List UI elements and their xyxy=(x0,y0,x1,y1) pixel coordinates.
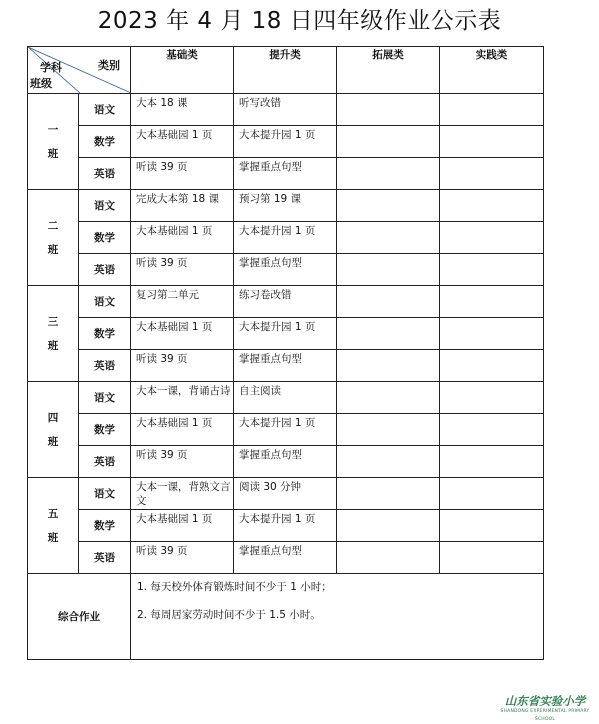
homework-cell-extended xyxy=(337,222,440,254)
class-name-bottom: 班 xyxy=(47,435,59,448)
homework-cell-advanced: 掌握重点句型 xyxy=(234,254,337,286)
logo-name-en: SHANDONG EXPERIMENTAL PRIMARY SCHOOL xyxy=(500,709,590,722)
homework-cell-practice xyxy=(440,158,544,190)
homework-cell-extended xyxy=(337,254,440,286)
homework-cell-basic: 大本基础园 1 页 xyxy=(131,414,234,446)
homework-cell-basic: 复习第二单元 xyxy=(131,286,234,318)
homework-cell-basic: 听读 39 页 xyxy=(131,158,234,190)
subject-cell: 数学 xyxy=(79,318,131,350)
homework-cell-advanced: 大本提升园 1 页 xyxy=(234,318,337,350)
class-name-top: 三 xyxy=(47,315,59,328)
corner-subject-label: 学科 xyxy=(40,61,62,74)
subject-cell: 语文 xyxy=(79,382,131,414)
subject-cell: 语文 xyxy=(79,478,131,510)
homework-cell-advanced: 大本提升园 1 页 xyxy=(234,510,337,542)
homework-cell-basic: 听读 39 页 xyxy=(131,350,234,382)
table-row xyxy=(28,382,544,414)
homework-cell-basic: 大本 18 课 xyxy=(131,94,234,126)
comprehensive-notes xyxy=(131,574,544,660)
homework-cell-practice xyxy=(440,94,544,126)
subject-cell: 语文 xyxy=(79,286,131,318)
homework-cell-extended xyxy=(337,286,440,318)
homework-cell-basic: 听读 39 页 xyxy=(131,254,234,286)
homework-cell-extended xyxy=(337,350,440,382)
homework-cell-extended xyxy=(337,318,440,350)
class-name-bottom: 班 xyxy=(47,531,59,544)
class-name-top: 一 xyxy=(47,123,59,136)
column-header-extended: 拓展类 xyxy=(337,47,440,94)
homework-cell-extended xyxy=(337,382,440,414)
school-logo xyxy=(497,694,593,724)
class-name-bottom: 班 xyxy=(47,147,59,160)
homework-cell-advanced: 掌握重点句型 xyxy=(234,350,337,382)
homework-cell-basic: 大本基础园 1 页 xyxy=(131,318,234,350)
table-row xyxy=(28,286,544,318)
header-row xyxy=(28,47,544,94)
comprehensive-label: 综合作业 xyxy=(28,574,131,660)
homework-cell-practice xyxy=(440,510,544,542)
class-name-bottom: 班 xyxy=(47,339,59,352)
homework-cell-extended xyxy=(337,190,440,222)
homework-cell-advanced: 预习第 19 课 xyxy=(234,190,337,222)
homework-cell-extended xyxy=(337,478,440,510)
logo-name-cn: 山东省实验小学 xyxy=(504,694,586,708)
homework-cell-advanced: 阅读 30 分钟 xyxy=(234,478,337,510)
subject-cell: 数学 xyxy=(79,414,131,446)
table-row xyxy=(28,446,544,478)
comprehensive-row xyxy=(28,574,544,660)
class-name-bottom: 班 xyxy=(47,243,59,256)
column-header-practice: 实践类 xyxy=(440,47,544,94)
homework-cell-basic: 大本一课，背熟文言文 xyxy=(131,478,234,510)
subject-cell: 语文 xyxy=(79,190,131,222)
homework-cell-basic: 大本基础园 1 页 xyxy=(131,510,234,542)
homework-cell-basic: 大本基础园 1 页 xyxy=(131,126,234,158)
subject-cell: 英语 xyxy=(79,446,131,478)
column-header-basic: 基础类 xyxy=(131,47,234,94)
table-row xyxy=(28,222,544,254)
table-row xyxy=(28,478,544,510)
homework-cell-basic: 完成大本第 18 课 xyxy=(131,190,234,222)
homework-cell-extended xyxy=(337,158,440,190)
class-name-cell xyxy=(28,478,79,574)
homework-cell-practice xyxy=(440,126,544,158)
homework-cell-extended xyxy=(337,446,440,478)
homework-cell-advanced: 大本提升园 1 页 xyxy=(234,222,337,254)
table-row xyxy=(28,414,544,446)
homework-cell-practice xyxy=(440,222,544,254)
homework-cell-advanced: 大本提升园 1 页 xyxy=(234,126,337,158)
class-name-cell xyxy=(28,382,79,478)
homework-cell-practice xyxy=(440,254,544,286)
class-name-cell xyxy=(28,94,79,190)
table-row xyxy=(28,94,544,126)
homework-cell-practice xyxy=(440,350,544,382)
homework-table xyxy=(27,46,544,660)
homework-cell-extended xyxy=(337,94,440,126)
table-row xyxy=(28,542,544,574)
homework-cell-advanced: 掌握重点句型 xyxy=(234,542,337,574)
homework-cell-practice xyxy=(440,478,544,510)
table-row xyxy=(28,190,544,222)
subject-cell: 英语 xyxy=(79,158,131,190)
subject-cell: 语文 xyxy=(79,94,131,126)
homework-cell-practice xyxy=(440,382,544,414)
table-row xyxy=(28,318,544,350)
corner-class-label: 班级 xyxy=(30,77,52,90)
homework-cell-extended xyxy=(337,414,440,446)
corner-header-cell xyxy=(28,47,131,94)
page-title: 2023 年 4 月 18 日四年级作业公示表 xyxy=(97,8,502,34)
class-name-top: 四 xyxy=(47,411,59,424)
homework-cell-advanced: 听写改错 xyxy=(234,94,337,126)
class-name-top: 二 xyxy=(47,219,59,232)
corner-category-label: 类别 xyxy=(98,59,120,72)
homework-cell-practice xyxy=(440,542,544,574)
homework-cell-practice xyxy=(440,286,544,318)
column-header-advanced: 提升类 xyxy=(234,47,337,94)
homework-cell-practice xyxy=(440,190,544,222)
homework-cell-advanced: 大本提升园 1 页 xyxy=(234,414,337,446)
class-name-cell xyxy=(28,286,79,382)
table-row xyxy=(28,158,544,190)
homework-cell-advanced: 自主阅读 xyxy=(234,382,337,414)
class-name-cell xyxy=(28,190,79,286)
subject-cell: 英语 xyxy=(79,542,131,574)
homework-cell-extended xyxy=(337,126,440,158)
homework-cell-practice xyxy=(440,318,544,350)
homework-cell-basic: 大本基础园 1 页 xyxy=(131,222,234,254)
homework-cell-advanced: 掌握重点句型 xyxy=(234,158,337,190)
homework-cell-basic: 大本一课，背诵古诗 xyxy=(131,382,234,414)
subject-cell: 数学 xyxy=(79,510,131,542)
subject-cell: 英语 xyxy=(79,350,131,382)
homework-cell-practice xyxy=(440,414,544,446)
table-row xyxy=(28,254,544,286)
table-row xyxy=(28,510,544,542)
subject-cell: 英语 xyxy=(79,254,131,286)
comprehensive-note: 1. 每天校外体育锻炼时间不少于 1 小时； xyxy=(137,581,332,593)
homework-cell-extended xyxy=(337,542,440,574)
homework-cell-advanced: 练习卷改错 xyxy=(234,286,337,318)
table-row xyxy=(28,126,544,158)
table-row xyxy=(28,350,544,382)
class-name-top: 五 xyxy=(47,507,59,520)
subject-cell: 数学 xyxy=(79,126,131,158)
homework-cell-extended xyxy=(337,510,440,542)
homework-cell-basic: 听读 39 页 xyxy=(131,446,234,478)
homework-cell-basic: 听读 39 页 xyxy=(131,542,234,574)
homework-cell-advanced: 掌握重点句型 xyxy=(234,446,337,478)
comprehensive-note: 2. 每周居家劳动时间不少于 1.5 小时。 xyxy=(137,609,321,621)
subject-cell: 数学 xyxy=(79,222,131,254)
homework-cell-practice xyxy=(440,446,544,478)
